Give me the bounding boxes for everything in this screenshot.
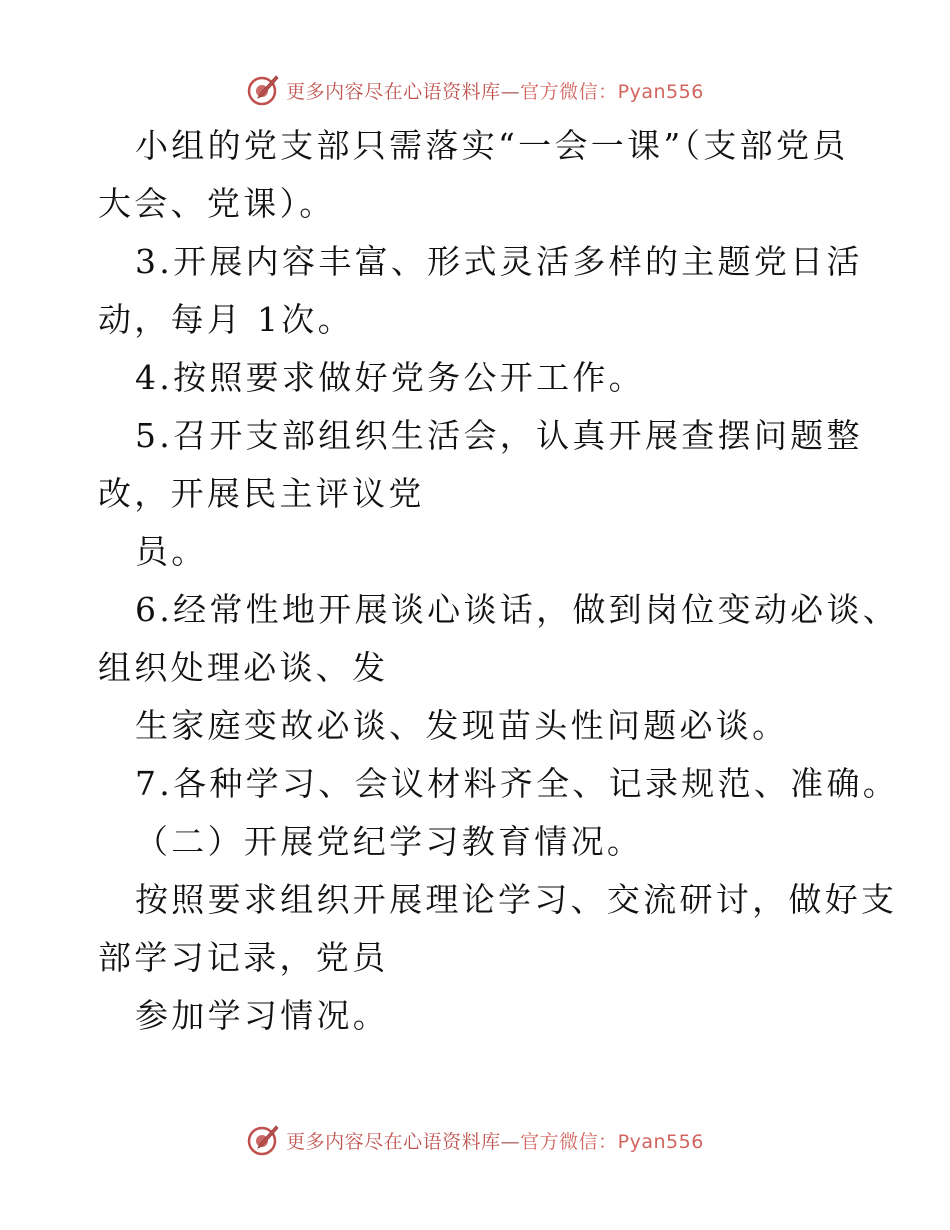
footer-watermark [0,1122,950,1158]
body-line: 3.开展内容丰富、形式灵活多样的主题党日活 [135,242,863,281]
body-line: 小组的党支部只需落实“一会一课”（支部党员 [135,126,849,165]
body-line: 5.召开支部组织生活会，认真开展查摆问题整 [135,416,863,455]
body-line: 改，开展民主评议党 [98,474,425,513]
body-line: 4.按照要求做好党务公开工作。 [135,358,645,397]
watermark-text: 更多内容尽在心语资料库—官方微信：Pyan556 [286,80,704,103]
body-line: 生家庭变故必谈、发现苗头性问题必谈。 [135,706,789,745]
body-line: 部学习记录，党员 [98,938,389,977]
body-line: 7.各种学习、会议材料齐全、记录规范、准确。 [135,764,900,803]
body-line: 参加学习情况。 [135,996,390,1035]
body-line: 动，每月 1次。 [98,300,354,339]
body-line: 组织处理必谈、发 [98,648,389,687]
section-heading: （二）开展党纪学习教育情况。 [135,822,644,861]
body-line: 按照要求组织开展理论学习、交流研讨，做好支 [135,880,898,919]
quill-logo-icon [246,1123,280,1157]
body-line: 员。 [135,532,208,571]
watermark-text: 更多内容尽在心语资料库—官方微信：Pyan556 [286,1130,704,1153]
body-line: 6.经常性地开展谈心谈话，做到岗位变动必谈、 [135,590,900,629]
body-line: 大会、党课）。 [98,184,336,223]
